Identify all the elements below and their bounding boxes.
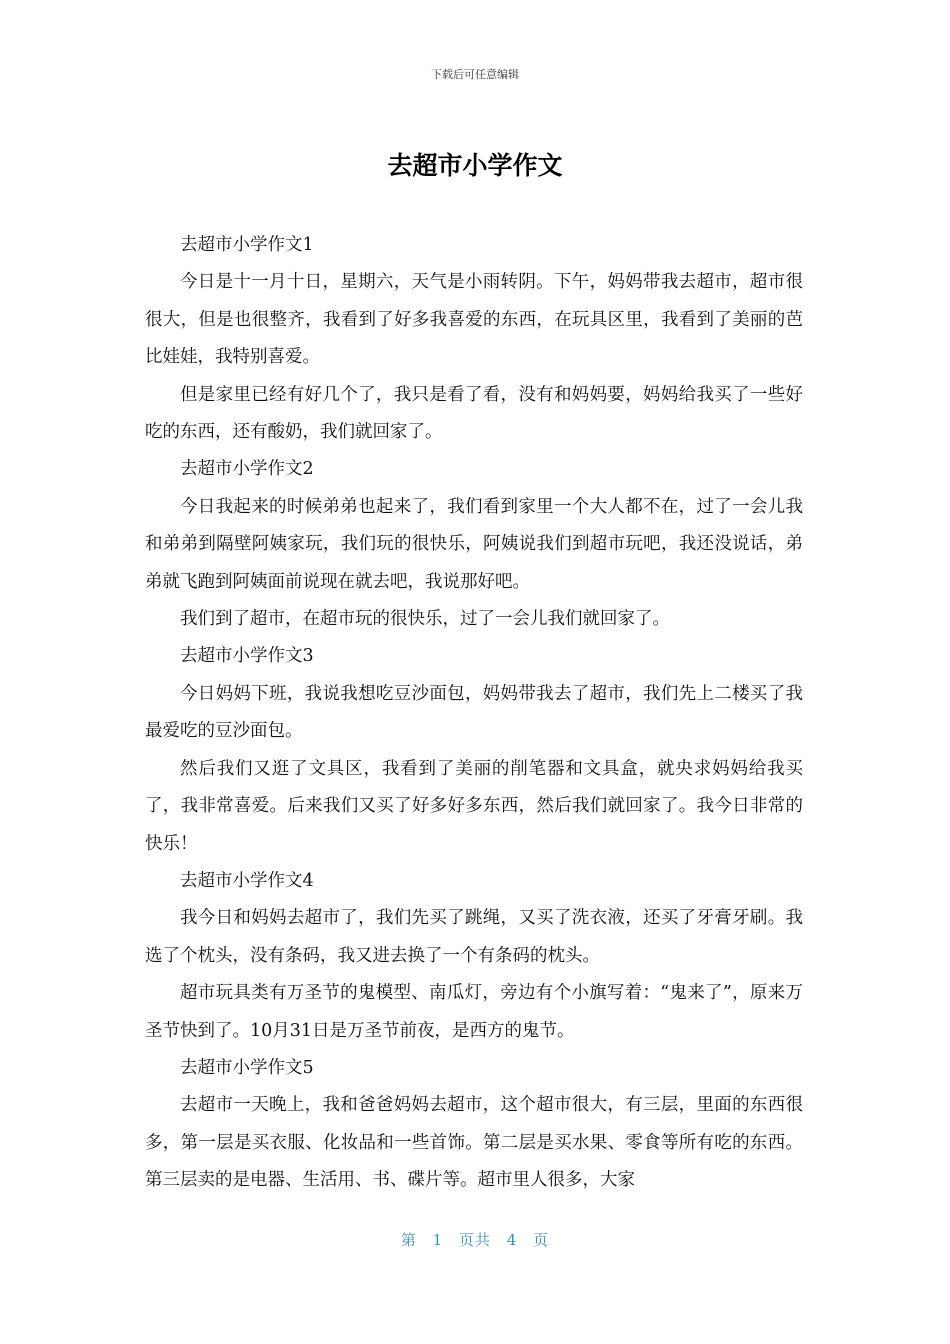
essay-heading-5: 去超市小学作文5 xyxy=(180,1057,314,1078)
essay-heading-1: 去超市小学作文1 xyxy=(180,235,314,255)
paragraph: 我今日和妈妈去超市了，我们先买了跳绳，又买了洗衣液，还买了牙膏牙刷。我选了个枕头，没有条码，我又进去换了一个有条码的枕头。 xyxy=(145,908,803,966)
paragraph: 今日我起来的时候弟弟也起来了，我们看到家里一个大人都不在，过了一会儿我和弟弟到隔壁阿姨家玩，我们玩的很快乐，阿姨说我们到超市玩吧，我还没说话，弟弟就飞跑到阿姨面前说现在就去吧，我说那好吧。 xyxy=(145,496,803,592)
paragraph: 去超市一天晚上，我和爸爸妈妈去超市，这个超市很大，有三层，里面的东西很多，第一层是买衣服、化妆品和一些首饰。第二层是买水果、零食等所有吃的东西。第三层卖的是电器、生活用、书、碟片等。超市里人很多，大家 xyxy=(145,1095,803,1191)
essay-heading-2: 去超市小学作文2 xyxy=(180,459,314,480)
document-body xyxy=(145,227,803,1200)
page-end-label: 页 xyxy=(533,1231,550,1249)
essay-heading-4: 去超市小学作文4 xyxy=(180,870,314,891)
header-note: 下载后可任意编辑 xyxy=(431,68,519,81)
page-label: 第 xyxy=(400,1231,417,1249)
page-footer xyxy=(0,1229,950,1251)
current-page-number: 1 xyxy=(432,1231,444,1249)
paragraph: 但是家里已经有好几个了，我只是看了看，没有和妈妈要，妈妈给我买了一些好吃的东西，还有酸奶，我们就回家了。 xyxy=(145,384,803,443)
paragraph: 我们到了超市，在超市玩的很快乐，过了一会儿我们就回家了。 xyxy=(180,609,670,630)
essay-heading-3: 去超市小学作文3 xyxy=(180,646,314,667)
document-title: 去超市小学作文 xyxy=(387,151,563,180)
paragraph: 然后我们又逛了文具区，我看到了美丽的削笔器和文具盒，就央求妈妈给我买了，我非常喜爱。后来我们又买了好多好多东西，然后我们就回家了。我今日非常的快乐！ xyxy=(145,758,803,854)
paragraph: 超市玩具类有万圣节的鬼模型、南瓜灯，旁边有个小旗写着：“鬼来了”，原来万圣节快到了。10月31日是万圣节前夜，是西方的鬼节。 xyxy=(145,983,803,1041)
paragraph: 今日是十一月十日，星期六，天气是小雨转阴。下午，妈妈带我去超市，超市很很大，但是也很整齐，我看到了好多我喜爱的东西，在玩具区里，我看到了美丽的芭比娃娃，我特别喜爱。 xyxy=(145,272,803,368)
total-pages-number: 4 xyxy=(506,1231,518,1249)
paragraph: 今日妈妈下班，我说我想吃豆沙面包，妈妈带我去了超市，我们先上二楼买了我最爱吃的豆沙面包。 xyxy=(145,683,803,742)
page-of-label: 页共 xyxy=(458,1231,491,1249)
